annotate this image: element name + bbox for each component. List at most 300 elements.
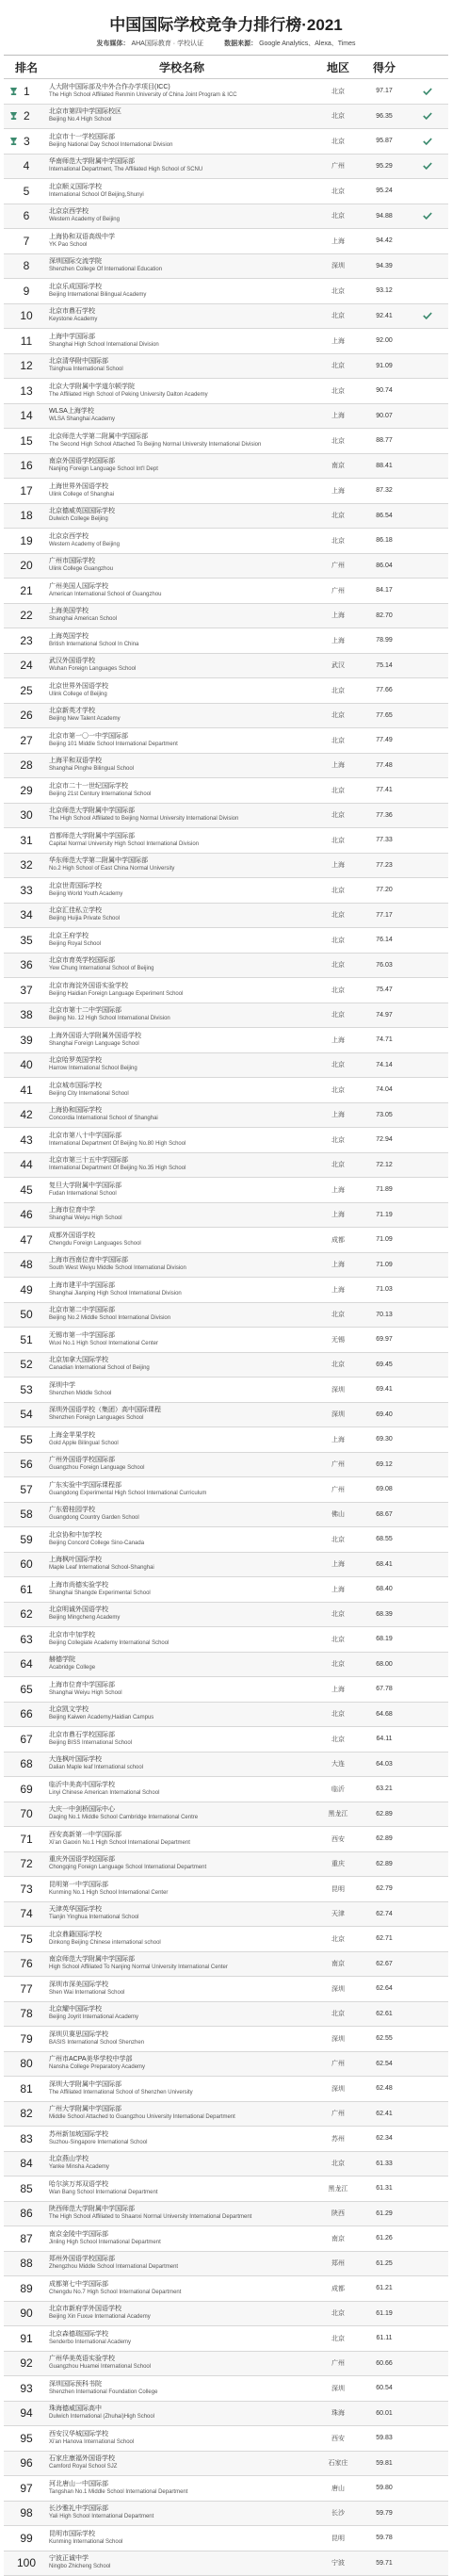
rank-number: 18 xyxy=(20,509,32,522)
school-name-en: Capital Normal University High School International Division xyxy=(49,840,315,849)
rank-cell xyxy=(4,285,49,298)
school-cell xyxy=(49,457,315,474)
rank-cell xyxy=(4,2506,49,2519)
table-row xyxy=(4,1477,448,1503)
school-name-cn: 上海协和国际学校 xyxy=(49,1106,315,1115)
school-name-en: Western Academy of Beijing xyxy=(49,541,315,549)
school-name-en: Beijing World Youth Academy xyxy=(49,890,315,899)
table-row xyxy=(4,529,448,554)
table-row xyxy=(4,1677,448,1703)
school-name-cn: 珠海德威国际高中 xyxy=(49,2405,315,2413)
school-cell xyxy=(49,906,315,923)
school-name-cn: 西安汉华城国际学校 xyxy=(49,2430,315,2438)
region-cell: 上海 xyxy=(315,1110,362,1119)
school-name-en: Beijing City International School xyxy=(49,1090,315,1099)
rank-number: 52 xyxy=(20,1358,32,1371)
school-cell xyxy=(49,1805,315,1822)
rank-cell xyxy=(4,1408,49,1421)
table-row xyxy=(4,1453,448,1478)
school-name-cn: 北京师范大学第二附属中学国际部 xyxy=(49,432,315,441)
table-row xyxy=(4,704,448,729)
school-name-cn: 上海外国语大学附属外国语学校 xyxy=(49,1032,315,1040)
school-name-cn: 北京城市国际学校 xyxy=(49,1082,315,1090)
table-row xyxy=(4,1427,448,1453)
rank-cell xyxy=(4,1957,49,1970)
rank-number: 73 xyxy=(20,1883,32,1896)
school-name-en: Dalian Maple leaf International school xyxy=(49,1764,315,1772)
rank-cell xyxy=(4,784,49,797)
region-cell: 北京 xyxy=(315,1635,362,1644)
school-name-cn: 人大附中国际部及中外合作办学项目(ICC) xyxy=(49,83,315,91)
school-name-en: The Affiliated High School of Peking University Dalton Academy xyxy=(49,391,315,399)
school-cell xyxy=(49,2030,315,2047)
school-name-cn: 广州美国人国际学校 xyxy=(49,582,315,591)
school-cell xyxy=(49,582,315,599)
table-row xyxy=(4,254,448,280)
trophy-icon xyxy=(9,88,18,95)
score-cell: 90.07 xyxy=(362,413,407,419)
table-row xyxy=(4,454,448,480)
score-cell: 76.14 xyxy=(362,937,407,943)
rank-number: 84 xyxy=(20,2157,32,2170)
rank-number: 65 xyxy=(20,1683,32,1696)
school-name-en: Shanghai American School xyxy=(49,615,315,624)
region-cell: 北京 xyxy=(315,87,362,96)
school-name-en: Canadian International School of Beijing xyxy=(49,1364,315,1373)
region-cell: 北京 xyxy=(315,2308,362,2318)
school-name-en: Guangzhou Foreign Language School xyxy=(49,1464,315,1473)
school-name-cn: 上海金苹果学校 xyxy=(49,1431,315,1440)
rank-number: 31 xyxy=(20,834,32,847)
rank-number: 32 xyxy=(20,858,32,872)
score-cell: 59.78 xyxy=(362,2535,407,2541)
region-cell: 北京 xyxy=(315,986,362,995)
rank-cell xyxy=(4,1783,49,1796)
rank-cell xyxy=(4,185,49,198)
table-row xyxy=(4,1527,448,1553)
rank-number: 11 xyxy=(21,334,32,348)
school-name-cn: 北京新英才学校 xyxy=(49,707,315,715)
score-cell: 77.36 xyxy=(362,812,407,819)
school-cell xyxy=(49,1905,315,1922)
score-cell: 96.35 xyxy=(362,113,407,120)
score-cell: 71.09 xyxy=(362,1262,407,1268)
school-name-cn: 深圳市深美国际学校 xyxy=(49,1981,315,1989)
score-cell: 69.08 xyxy=(362,1486,407,1492)
school-name-en: Ulink College Guangzhou xyxy=(49,565,315,574)
school-name-cn: 广州华美英语实验学校 xyxy=(49,2355,315,2363)
rank-number: 98 xyxy=(20,2506,32,2519)
rank-cell xyxy=(4,484,49,497)
table-row xyxy=(4,1078,448,1103)
school-name-en: Shanghai Weiyu High School xyxy=(49,1215,315,1223)
school-name-en: Xi'an Gaoxin No.1 High School International Department xyxy=(49,1839,315,1848)
school-name-en: Shanghai High School International Division xyxy=(49,341,315,350)
score-cell: 63.21 xyxy=(362,1785,407,1792)
tick-cell xyxy=(407,138,448,145)
table-row xyxy=(4,978,448,1003)
rank-cell xyxy=(4,1034,49,1047)
school-cell xyxy=(49,1506,315,1523)
school-name-cn: 深圳中学 xyxy=(49,1381,315,1390)
rank-number: 88 xyxy=(20,2257,32,2270)
school-name-en: Concordia International School of Shanghai xyxy=(49,1115,315,1123)
rank-number: 45 xyxy=(20,1183,32,1197)
rank-number: 36 xyxy=(20,958,32,971)
school-name-cn: 上海协和双语高级中学 xyxy=(49,233,315,241)
school-name-cn: 北京市海淀外国语实验学校 xyxy=(49,982,315,990)
school-cell xyxy=(49,1406,315,1423)
region-cell: 上海 xyxy=(315,1210,362,1219)
school-cell xyxy=(49,1206,315,1223)
school-name-cn: 深圳贝赛思国际学校 xyxy=(49,2030,315,2039)
school-name-en: Tianjin Yinghua International School xyxy=(49,1914,315,1922)
school-name-en: Western Academy of Beijing xyxy=(49,216,315,224)
region-cell: 黑龙江 xyxy=(315,2184,362,2193)
school-cell xyxy=(49,1755,315,1772)
region-cell: 上海 xyxy=(315,1435,362,1444)
school-name-en: The High School Affiliated Renmin University of China Joint Program & ICC xyxy=(49,91,315,100)
school-name-en: Beijing Kaiwen Academy,Haidian Campus xyxy=(49,1714,315,1722)
region-cell: 武汉 xyxy=(315,660,362,670)
school-name-cn: 陕西师范大学附属中学国际部 xyxy=(49,2205,315,2213)
school-cell xyxy=(49,233,315,250)
region-cell: 深圳 xyxy=(315,2084,362,2094)
table-row xyxy=(4,129,448,155)
rank-cell xyxy=(4,1633,49,1646)
school-name-cn: 北京市新府学外国语学校 xyxy=(49,2305,315,2313)
rank-number: 30 xyxy=(20,808,32,822)
region-cell: 深圳 xyxy=(315,2384,362,2393)
school-name-cn: 深圳国际预科书院 xyxy=(49,2380,315,2389)
rank-cell xyxy=(4,334,49,348)
rank-number: 79 xyxy=(20,2032,32,2046)
rank-number: 55 xyxy=(20,1433,32,1446)
table-row xyxy=(4,1228,448,1253)
school-cell xyxy=(49,2380,315,2397)
school-name-cn: 河北唐山一中国际部 xyxy=(49,2480,315,2488)
table-row xyxy=(4,1278,448,1303)
rank-cell xyxy=(4,1807,49,1820)
score-cell: 68.67 xyxy=(362,1511,407,1518)
table-row xyxy=(4,1028,448,1053)
school-name-en: Beijing New Talent Academy xyxy=(49,715,315,724)
region-cell: 上海 xyxy=(315,860,362,870)
score-cell: 77.66 xyxy=(362,687,407,693)
rank-cell xyxy=(4,1208,49,1221)
region-cell: 北京 xyxy=(315,1659,362,1669)
table-row xyxy=(4,2052,448,2078)
rank-number: 37 xyxy=(20,984,32,997)
rank-number: 64 xyxy=(20,1657,32,1671)
school-cell xyxy=(49,2504,315,2521)
score-cell: 68.19 xyxy=(362,1636,407,1642)
table-row xyxy=(4,728,448,754)
rank-number: 94 xyxy=(20,2406,32,2420)
rank-number: 70 xyxy=(20,1807,32,1820)
region-cell: 上海 xyxy=(315,1559,362,1569)
school-cell xyxy=(49,532,315,549)
rank-number: 20 xyxy=(20,559,32,572)
score-cell: 59.80 xyxy=(362,2485,407,2491)
region-cell: 南京 xyxy=(315,1959,362,1968)
issuer-label: 发布媒体： xyxy=(96,41,129,47)
table-row xyxy=(4,828,448,854)
rank-cell xyxy=(4,1857,49,1870)
school-name-en: Nansha College Preparatory Academy xyxy=(49,2063,315,2072)
school-cell xyxy=(49,757,315,774)
region-cell: 石家庄 xyxy=(315,2458,362,2468)
school-cell xyxy=(49,83,315,100)
school-cell xyxy=(49,1006,315,1023)
rank-cell xyxy=(4,209,49,222)
school-cell xyxy=(49,2080,315,2097)
school-cell xyxy=(49,207,315,224)
score-cell: 92.00 xyxy=(362,337,407,344)
table-row xyxy=(4,1253,448,1279)
ranking-table-body xyxy=(4,79,448,2576)
table-row xyxy=(4,2476,448,2502)
school-name-cn: 华南师范大学附属中学国际部 xyxy=(49,157,315,166)
school-name-cn: 深圳大学附属中学国际部 xyxy=(49,2080,315,2089)
school-cell xyxy=(49,1731,315,1748)
column-header-rank: 排名 xyxy=(4,59,49,75)
school-name-en: Xi'an Hanova International School xyxy=(49,2438,315,2447)
region-cell: 北京 xyxy=(315,386,362,396)
rank-number: 22 xyxy=(20,609,32,622)
score-cell: 88.77 xyxy=(362,437,407,444)
school-cell xyxy=(49,782,315,799)
table-row xyxy=(4,2226,448,2252)
score-cell: 62.79 xyxy=(362,1885,407,1892)
school-name-cn: 无锡市第一中学国际部 xyxy=(49,1331,315,1340)
rank-cell xyxy=(4,2207,49,2220)
table-row xyxy=(4,379,448,404)
school-name-cn: 北京协和中加学校 xyxy=(49,1531,315,1540)
region-cell: 长沙 xyxy=(315,2508,362,2518)
school-cell xyxy=(49,1256,315,1273)
school-name-en: Guangzhou Huamei International School xyxy=(49,2363,315,2372)
school-name-cn: 北京汇佳私立学校 xyxy=(49,906,315,915)
school-cell xyxy=(49,832,315,849)
score-cell: 60.54 xyxy=(362,2385,407,2391)
school-cell xyxy=(49,307,315,324)
school-name-cn: 大庆一中剑桥国际中心 xyxy=(49,1805,315,1814)
school-cell xyxy=(49,2330,315,2347)
score-cell: 69.40 xyxy=(362,1411,407,1418)
rank-cell xyxy=(4,1707,49,1720)
table-row xyxy=(4,804,448,829)
rank-cell xyxy=(4,734,49,747)
table-row xyxy=(4,1777,448,1802)
table-row xyxy=(4,1927,448,1952)
school-cell xyxy=(49,1132,315,1149)
score-cell: 87.32 xyxy=(362,487,407,494)
school-cell xyxy=(49,882,315,899)
school-name-cn: 昆明市国际学校 xyxy=(49,2530,315,2538)
rank-number: 56 xyxy=(20,1458,32,1471)
rank-number: 60 xyxy=(20,1557,32,1571)
school-cell xyxy=(49,1981,315,1997)
rank-cell xyxy=(4,1133,49,1147)
rank-number: 95 xyxy=(20,2432,32,2445)
rank-cell xyxy=(4,1233,49,1247)
school-cell xyxy=(49,982,315,999)
table-row xyxy=(4,1877,448,1902)
score-cell: 95.29 xyxy=(362,163,407,170)
score-cell: 74.97 xyxy=(362,1012,407,1019)
school-name-en: Shanghai Pinghe Bilingual School xyxy=(49,765,315,774)
rank-number: 100 xyxy=(17,2556,36,2569)
table-row xyxy=(4,1603,448,1628)
table-row xyxy=(4,2102,448,2128)
school-name-en: International Department Of Beijing No.35 High School xyxy=(49,1165,315,1173)
score-cell: 60.01 xyxy=(362,2410,407,2417)
region-cell: 重庆 xyxy=(315,1859,362,1868)
school-name-cn: 成都外国语学校 xyxy=(49,1231,315,1240)
school-name-cn: 北京加拿大国际学校 xyxy=(49,1356,315,1364)
school-name-cn: 南京金陵中学国际部 xyxy=(49,2230,315,2239)
table-row xyxy=(4,2252,448,2277)
table-row xyxy=(4,604,448,629)
region-cell: 临沂 xyxy=(315,1785,362,1794)
rank-cell xyxy=(4,1008,49,1021)
school-name-en: Shanghai Jianping High School International Division xyxy=(49,1290,315,1298)
rank-cell xyxy=(4,2107,49,2120)
rank-number: 17 xyxy=(20,484,32,497)
school-name-cn: 北京清华附中国际部 xyxy=(49,357,315,366)
table-row xyxy=(4,2027,448,2052)
school-cell xyxy=(49,1606,315,1622)
rank-cell xyxy=(4,1533,49,1546)
school-name-en: Shen Wai International School xyxy=(49,1989,315,1997)
school-name-cn: 复旦大学附属中学国际部 xyxy=(49,1182,315,1190)
region-cell: 北京 xyxy=(315,286,362,296)
school-name-en: Beijing Concord College Sino-Canada xyxy=(49,1540,315,1548)
rank-cell xyxy=(4,2032,49,2046)
school-name-en: Kunming No.1 High School International Center xyxy=(49,1889,315,1898)
region-cell: 昆明 xyxy=(315,2534,362,2543)
school-name-cn: 北京市十一学校国际部 xyxy=(49,133,315,141)
rank-cell xyxy=(4,609,49,622)
school-name-en: South West Weiyu Middle School International Division xyxy=(49,1264,315,1273)
school-name-cn: WLSA上海学校 xyxy=(49,407,315,416)
rank-cell xyxy=(4,1458,49,1471)
region-cell: 广州 xyxy=(315,161,362,171)
rank-number: 77 xyxy=(20,1982,32,1996)
table-row xyxy=(4,1802,448,1828)
region-cell: 广州 xyxy=(315,561,362,570)
rank-number: 68 xyxy=(20,1757,32,1770)
region-cell: 昆明 xyxy=(315,1884,362,1894)
score-cell: 59.81 xyxy=(362,2460,407,2467)
school-name-cn: 南京师范大学附属中学国际部 xyxy=(49,1955,315,1964)
region-cell: 无锡 xyxy=(315,1335,362,1345)
table-row xyxy=(4,1203,448,1229)
school-cell xyxy=(49,2280,315,2297)
table-row xyxy=(4,2127,448,2152)
rank-cell xyxy=(4,1333,49,1346)
rank-cell xyxy=(4,2257,49,2270)
region-cell: 上海 xyxy=(315,336,362,346)
rank-number: 59 xyxy=(20,1533,32,1546)
school-cell xyxy=(49,1631,315,1648)
school-cell xyxy=(49,432,315,449)
rank-cell xyxy=(4,1433,49,1446)
table-row xyxy=(4,105,448,130)
school-name-en: Beijing Collegiate Academy International School xyxy=(49,1639,315,1648)
rank-number: 61 xyxy=(20,1583,32,1596)
school-cell xyxy=(49,2255,315,2272)
score-cell: 68.40 xyxy=(362,1586,407,1592)
score-cell: 77.17 xyxy=(362,912,407,919)
rank-cell xyxy=(4,2282,49,2295)
school-name-cn: 北京师范大学附属中学国际部 xyxy=(49,807,315,815)
school-cell xyxy=(49,1781,315,1798)
region-cell: 上海 xyxy=(315,636,362,645)
school-name-cn: 宁波正诚中学 xyxy=(49,2554,315,2563)
score-cell: 86.04 xyxy=(362,562,407,569)
school-name-en: International Department, The Affiliated High School of SCNU xyxy=(49,166,315,174)
school-cell xyxy=(49,2005,315,2022)
school-name-en: Chongqing Foreign Language School International Department xyxy=(49,1864,315,1872)
region-cell: 广州 xyxy=(315,1459,362,1469)
school-name-cn: 上海英国学校 xyxy=(49,632,315,641)
table-row xyxy=(4,854,448,879)
score-cell: 75.14 xyxy=(362,662,407,669)
rank-number: 87 xyxy=(20,2232,32,2245)
check-icon xyxy=(423,138,432,145)
rank-cell xyxy=(4,934,49,947)
school-name-en: Fudan International School xyxy=(49,1190,315,1198)
region-cell: 北京 xyxy=(315,211,362,220)
school-name-en: Shenzhen Middle School xyxy=(49,1390,315,1398)
school-name-en: Yali High School International Department xyxy=(49,2513,315,2521)
school-name-en: British International School In China xyxy=(49,641,315,649)
score-cell: 61.21 xyxy=(362,2285,407,2291)
rank-cell xyxy=(4,2057,49,2070)
table-row xyxy=(4,678,448,704)
check-icon xyxy=(423,112,432,120)
score-cell: 82.70 xyxy=(362,612,407,619)
rank-cell xyxy=(4,1308,49,1321)
rank-number: 91 xyxy=(20,2332,32,2345)
region-cell: 成都 xyxy=(315,2284,362,2293)
source-value: Google Analytics、Alexa、Times xyxy=(259,41,355,47)
school-name-en: Guangdong Experimental High School International Curriculum xyxy=(49,1490,315,1498)
region-cell: 北京 xyxy=(315,1135,362,1145)
school-name-en: Wuhan Foreign Languages School xyxy=(49,665,315,674)
rank-number: 81 xyxy=(20,2082,32,2095)
rank-cell xyxy=(4,159,49,172)
table-row xyxy=(4,2152,448,2177)
school-name-cn: 北京世界外国语学校 xyxy=(49,682,315,691)
school-name-cn: 北京顺义国际学校 xyxy=(49,183,315,191)
score-cell: 71.09 xyxy=(362,1236,407,1243)
score-cell: 62.41 xyxy=(362,2111,407,2117)
school-name-cn: 哈尔滨万邦双语学校 xyxy=(49,2180,315,2189)
column-header-region: 地区 xyxy=(315,59,362,75)
check-icon xyxy=(423,88,432,95)
school-cell xyxy=(49,1881,315,1898)
school-name-en: Nanjing Foreign Language School Int'l Dept xyxy=(49,465,315,474)
school-name-en: Beijing No.2 Middle School International Division xyxy=(49,1314,315,1323)
rank-cell xyxy=(4,235,49,248)
school-cell xyxy=(49,1431,315,1448)
table-row xyxy=(4,504,448,530)
region-cell: 北京 xyxy=(315,886,362,895)
school-cell xyxy=(49,1156,315,1173)
